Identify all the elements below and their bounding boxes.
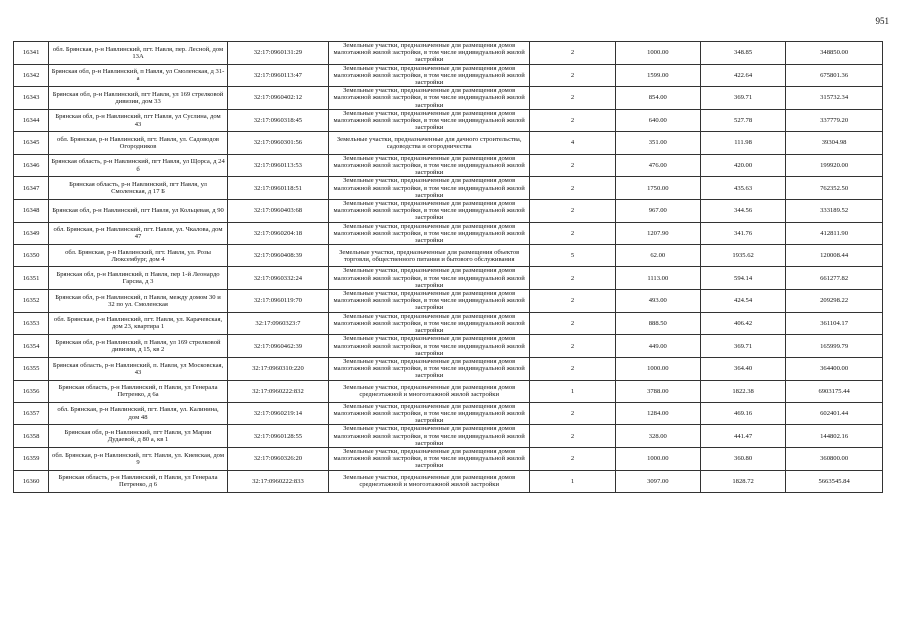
category-cell: 1 <box>530 380 615 402</box>
area-cell: 1599.00 <box>615 64 700 87</box>
cadastral-number-cell: 32:17:0960118:51 <box>227 177 328 200</box>
table-row <box>14 177 883 200</box>
table-row <box>14 402 883 425</box>
specific-value-cell: 1822.38 <box>700 380 785 402</box>
category-cell: 2 <box>530 267 615 290</box>
category-cell: 4 <box>530 132 615 154</box>
specific-value-cell: 1935.62 <box>700 245 785 267</box>
category-cell: 2 <box>530 290 615 313</box>
permitted-use-cell: Земельные участки, предназначенные для размещения объектов торговли, общественного питания и бытового обслуживания <box>329 245 530 267</box>
cadastral-value-cell: 361104.17 <box>786 312 883 335</box>
row-number-cell: 16353 <box>14 312 49 335</box>
area-cell: 854.00 <box>615 87 700 110</box>
table-row <box>14 312 883 335</box>
specific-value-cell: 364.40 <box>700 357 785 380</box>
row-number-cell: 16344 <box>14 109 49 132</box>
address-cell: Брянская область, р-н Навлинский, пгт Навля, ул Смоленская, д 17 Б <box>49 177 228 200</box>
area-cell: 3788.00 <box>615 380 700 402</box>
table-row <box>14 470 883 492</box>
land-registry-table <box>13 41 883 493</box>
area-cell: 351.00 <box>615 132 700 154</box>
table-row <box>14 222 883 245</box>
specific-value-cell: 348.85 <box>700 42 785 65</box>
cadastral-number-cell: 32:17:0960403:68 <box>227 199 328 222</box>
permitted-use-cell: Земельные участки, предназначенные для размещения домов малоэтажной жилой застройки, в том числе индивидуальной жилой застройки <box>329 199 530 222</box>
specific-value-cell: 111.98 <box>700 132 785 154</box>
table-row <box>14 132 883 154</box>
area-cell: 328.00 <box>615 425 700 448</box>
cadastral-value-cell: 333189.52 <box>786 199 883 222</box>
permitted-use-cell: Земельные участки, предназначенные для размещения домов малоэтажной жилой застройки, в том числе индивидуальной жилой застройки <box>329 290 530 313</box>
specific-value-cell: 344.56 <box>700 199 785 222</box>
category-cell: 2 <box>530 335 615 358</box>
table-row <box>14 380 883 402</box>
cadastral-number-cell: 32:17:0960119:70 <box>227 290 328 313</box>
table-row <box>14 357 883 380</box>
cadastral-value-cell: 675801.36 <box>786 64 883 87</box>
page-number: 951 <box>875 16 889 26</box>
row-number-cell: 16352 <box>14 290 49 313</box>
cadastral-number-cell: 32:17:0960222:833 <box>227 470 328 492</box>
area-cell: 1284.00 <box>615 402 700 425</box>
row-number-cell: 16348 <box>14 199 49 222</box>
row-number-cell: 16345 <box>14 132 49 154</box>
table-row <box>14 64 883 87</box>
area-cell: 1113.00 <box>615 267 700 290</box>
permitted-use-cell: Земельные участки, предназначенные для размещения домов среднеэтажной и многоэтажной жилой застройки <box>329 470 530 492</box>
row-number-cell: 16359 <box>14 448 49 471</box>
address-cell: Брянская обл, р-н Навлинский, п Навля, между домом 30 и 32 по ул. Смоленская <box>49 290 228 313</box>
specific-value-cell: 469.16 <box>700 402 785 425</box>
cadastral-number-cell: 32:17:0960408:39 <box>227 245 328 267</box>
specific-value-cell: 360.80 <box>700 448 785 471</box>
category-cell: 1 <box>530 470 615 492</box>
cadastral-value-cell: 39304.98 <box>786 132 883 154</box>
area-cell: 62.00 <box>615 245 700 267</box>
permitted-use-cell: Земельные участки, предназначенные для размещения домов малоэтажной жилой застройки, в том числе индивидуальной жилой застройки <box>329 42 530 65</box>
permitted-use-cell: Земельные участки, предназначенные для размещения домов малоэтажной жилой застройки, в том числе индивидуальной жилой застройки <box>329 312 530 335</box>
cadastral-number-cell: 32:17:0960332:24 <box>227 267 328 290</box>
area-cell: 476.00 <box>615 154 700 177</box>
permitted-use-cell: Земельные участки, предназначенные для размещения домов малоэтажной жилой застройки, в том числе индивидуальной жилой застройки <box>329 267 530 290</box>
table-row <box>14 245 883 267</box>
cadastral-number-cell: 32:17:0960128:55 <box>227 425 328 448</box>
row-number-cell: 16354 <box>14 335 49 358</box>
cadastral-value-cell: 762352.50 <box>786 177 883 200</box>
cadastral-value-cell: 412811.90 <box>786 222 883 245</box>
cadastral-number-cell: 32:17:0960222:832 <box>227 380 328 402</box>
address-cell: Брянская область, р-н Навлинский, п. Навля, ул Московская, 43 <box>49 357 228 380</box>
cadastral-number-cell: 32:17:0960462:39 <box>227 335 328 358</box>
permitted-use-cell: Земельные участки, предназначенные для размещения домов малоэтажной жилой застройки, в том числе индивидуальной жилой застройки <box>329 154 530 177</box>
permitted-use-cell: Земельные участки, предназначенные для размещения домов малоэтажной жилой застройки, в том числе индивидуальной жилой застройки <box>329 222 530 245</box>
area-cell: 888.50 <box>615 312 700 335</box>
permitted-use-cell: Земельные участки, предназначенные для размещения домов малоэтажной жилой застройки, в том числе индивидуальной жилой застройки <box>329 402 530 425</box>
row-number-cell: 16356 <box>14 380 49 402</box>
address-cell: обл. Брянская, р-н Навлинский, пгт. Навля, ул. Розы Люксембург, дом 4 <box>49 245 228 267</box>
cadastral-value-cell: 5663545.84 <box>786 470 883 492</box>
row-number-cell: 16341 <box>14 42 49 65</box>
address-cell: обл. Брянская, р-н Навлинский, пгт. Навля, ул. Садоводов Огородников <box>49 132 228 154</box>
cadastral-value-cell: 6903175.44 <box>786 380 883 402</box>
row-number-cell: 16342 <box>14 64 49 87</box>
specific-value-cell: 341.76 <box>700 222 785 245</box>
cadastral-value-cell: 144802.16 <box>786 425 883 448</box>
address-cell: Брянская обл, р-н Навлинский, пгт Навля, ул Суслина, дом 43 <box>49 109 228 132</box>
permitted-use-cell: Земельные участки, предназначенные для размещения домов малоэтажной жилой застройки, в том числе индивидуальной жилой застройки <box>329 177 530 200</box>
cadastral-value-cell: 364400.00 <box>786 357 883 380</box>
address-cell: Брянская обл, р-н Навлинский, п Навля, пер 1-й Леонардо Гарсиа, д 3 <box>49 267 228 290</box>
specific-value-cell: 369.71 <box>700 335 785 358</box>
cadastral-number-cell: 32:17:0960301:56 <box>227 132 328 154</box>
cadastral-number-cell: 32:17:0960318:45 <box>227 109 328 132</box>
row-number-cell: 16346 <box>14 154 49 177</box>
cadastral-value-cell: 209298.22 <box>786 290 883 313</box>
cadastral-number-cell: 32:17:0960113:47 <box>227 64 328 87</box>
address-cell: обл. Брянская, р-н Навлинский, пгт. Навля, ул. Чкалова, дом 47 <box>49 222 228 245</box>
cadastral-number-cell: 32:17:0960131:29 <box>227 42 328 65</box>
area-cell: 640.00 <box>615 109 700 132</box>
cadastral-value-cell: 360800.00 <box>786 448 883 471</box>
row-number-cell: 16349 <box>14 222 49 245</box>
permitted-use-cell: Земельные участки, предназначенные для размещения домов малоэтажной жилой застройки, в том числе индивидуальной жилой застройки <box>329 109 530 132</box>
category-cell: 2 <box>530 109 615 132</box>
permitted-use-cell: Земельные участки, предназначенные для размещения домов среднеэтажной и многоэтажной жилой застройки <box>329 380 530 402</box>
area-cell: 449.00 <box>615 335 700 358</box>
area-cell: 1750.00 <box>615 177 700 200</box>
cadastral-number-cell: 32:17:0960402:12 <box>227 87 328 110</box>
category-cell: 2 <box>530 312 615 335</box>
area-cell: 1000.00 <box>615 357 700 380</box>
permitted-use-cell: Земельные участки, предназначенные для размещения домов малоэтажной жилой застройки, в том числе индивидуальной жилой застройки <box>329 64 530 87</box>
cadastral-value-cell: 337779.20 <box>786 109 883 132</box>
address-cell: обл. Брянская, р-н Навлинский, пгт. Навля, ул. Калинина, дом 48 <box>49 402 228 425</box>
category-cell: 2 <box>530 357 615 380</box>
category-cell: 2 <box>530 199 615 222</box>
cadastral-value-cell: 315732.34 <box>786 87 883 110</box>
area-cell: 1000.00 <box>615 42 700 65</box>
cadastral-number-cell: 32:17:0960310:220 <box>227 357 328 380</box>
table-row <box>14 448 883 471</box>
specific-value-cell: 406.42 <box>700 312 785 335</box>
address-cell: Брянская обл, р-н Навлинский, пгт Навля, ул 169 стрелковой дивизии, дом 33 <box>49 87 228 110</box>
category-cell: 2 <box>530 425 615 448</box>
area-cell: 1207.90 <box>615 222 700 245</box>
cadastral-number-cell: 32:17:0960204:18 <box>227 222 328 245</box>
table-row <box>14 109 883 132</box>
cadastral-number-cell: 32:17:0960113:53 <box>227 154 328 177</box>
permitted-use-cell: Земельные участки, предназначенные для размещения домов малоэтажной жилой застройки, в том числе индивидуальной жилой застройки <box>329 425 530 448</box>
permitted-use-cell: Земельные участки, предназначенные для размещения домов малоэтажной жилой застройки, в том числе индивидуальной жилой застройки <box>329 357 530 380</box>
address-cell: Брянская область, р-н Навлинский, п Навля, ул Генерала Петренко, д 6 <box>49 470 228 492</box>
table-row <box>14 87 883 110</box>
address-cell: обл. Брянская, р-н Навлинский, пгт. Навля, ул. Карачевская, дом 23, квартира 1 <box>49 312 228 335</box>
area-cell: 1000.00 <box>615 448 700 471</box>
cadastral-number-cell: 32:17:0960219:14 <box>227 402 328 425</box>
row-number-cell: 16358 <box>14 425 49 448</box>
specific-value-cell: 441.47 <box>700 425 785 448</box>
row-number-cell: 16347 <box>14 177 49 200</box>
area-cell: 967.00 <box>615 199 700 222</box>
permitted-use-cell: Земельные участки, предназначенные для размещения домов малоэтажной жилой застройки, в том числе индивидуальной жилой застройки <box>329 448 530 471</box>
category-cell: 2 <box>530 448 615 471</box>
category-cell: 5 <box>530 245 615 267</box>
row-number-cell: 16357 <box>14 402 49 425</box>
category-cell: 2 <box>530 87 615 110</box>
permitted-use-cell: Земельные участки, предназначенные для размещения домов малоэтажной жилой застройки, в том числе индивидуальной жилой застройки <box>329 87 530 110</box>
address-cell: Брянская область, р-н Навлинский, пгт Навля, ул Щорса, д 24 б <box>49 154 228 177</box>
row-number-cell: 16360 <box>14 470 49 492</box>
table-row <box>14 267 883 290</box>
specific-value-cell: 1828.72 <box>700 470 785 492</box>
category-cell: 2 <box>530 64 615 87</box>
address-cell: обл. Брянская, р-н Навлинский, пгт. Навля, пер. Лесной, дом 13А <box>49 42 228 65</box>
address-cell: Брянская обл, р-н Навлинский, пгт Навля, ул Марии Дудаевой, д 80 а, кв 1 <box>49 425 228 448</box>
category-cell: 2 <box>530 177 615 200</box>
address-cell: Брянская обл, р-н Навлинский, п Навля, ул Смоленская, д 31-а <box>49 64 228 87</box>
category-cell: 2 <box>530 42 615 65</box>
cadastral-value-cell: 165999.79 <box>786 335 883 358</box>
cadastral-value-cell: 661277.82 <box>786 267 883 290</box>
cadastral-value-cell: 199920.00 <box>786 154 883 177</box>
row-number-cell: 16351 <box>14 267 49 290</box>
table-row <box>14 425 883 448</box>
cadastral-value-cell: 348850.00 <box>786 42 883 65</box>
table-row <box>14 154 883 177</box>
row-number-cell: 16343 <box>14 87 49 110</box>
category-cell: 2 <box>530 154 615 177</box>
address-cell: Брянская область, р-н Навлинский, п Навля, ул Генерала Петренко, д 6а <box>49 380 228 402</box>
area-cell: 493.00 <box>615 290 700 313</box>
address-cell: обл. Брянская, р-н Навлинский, пгт. Навля, ул. Киевская, дом 9 <box>49 448 228 471</box>
table-row <box>14 290 883 313</box>
table-row <box>14 42 883 65</box>
permitted-use-cell: Земельные участки, предназначенные для размещения домов малоэтажной жилой застройки, в том числе индивидуальной жилой застройки <box>329 335 530 358</box>
specific-value-cell: 435.63 <box>700 177 785 200</box>
specific-value-cell: 369.71 <box>700 87 785 110</box>
specific-value-cell: 527.78 <box>700 109 785 132</box>
table-row <box>14 335 883 358</box>
table-body <box>14 42 883 493</box>
area-cell: 3097.00 <box>615 470 700 492</box>
table-row <box>14 199 883 222</box>
specific-value-cell: 422.64 <box>700 64 785 87</box>
cadastral-value-cell: 120008.44 <box>786 245 883 267</box>
specific-value-cell: 420.00 <box>700 154 785 177</box>
cadastral-value-cell: 602401.44 <box>786 402 883 425</box>
address-cell: Брянская обл, р-н Навлинский, п Навля, ул 169 стрелковой дивизии, д 15, кв 2 <box>49 335 228 358</box>
specific-value-cell: 424.54 <box>700 290 785 313</box>
row-number-cell: 16355 <box>14 357 49 380</box>
address-cell: Брянская обл, р-н Навлинский, пгт Навля, ул Кольцевая, д 90 <box>49 199 228 222</box>
specific-value-cell: 594.14 <box>700 267 785 290</box>
row-number-cell: 16350 <box>14 245 49 267</box>
cadastral-number-cell: 32:17:0960326:20 <box>227 448 328 471</box>
cadastral-number-cell: 32:17:0960323:7 <box>227 312 328 335</box>
permitted-use-cell: Земельные участки, предназначенные для дачного строительства, садоводства и огородничества <box>329 132 530 154</box>
category-cell: 2 <box>530 222 615 245</box>
category-cell: 2 <box>530 402 615 425</box>
